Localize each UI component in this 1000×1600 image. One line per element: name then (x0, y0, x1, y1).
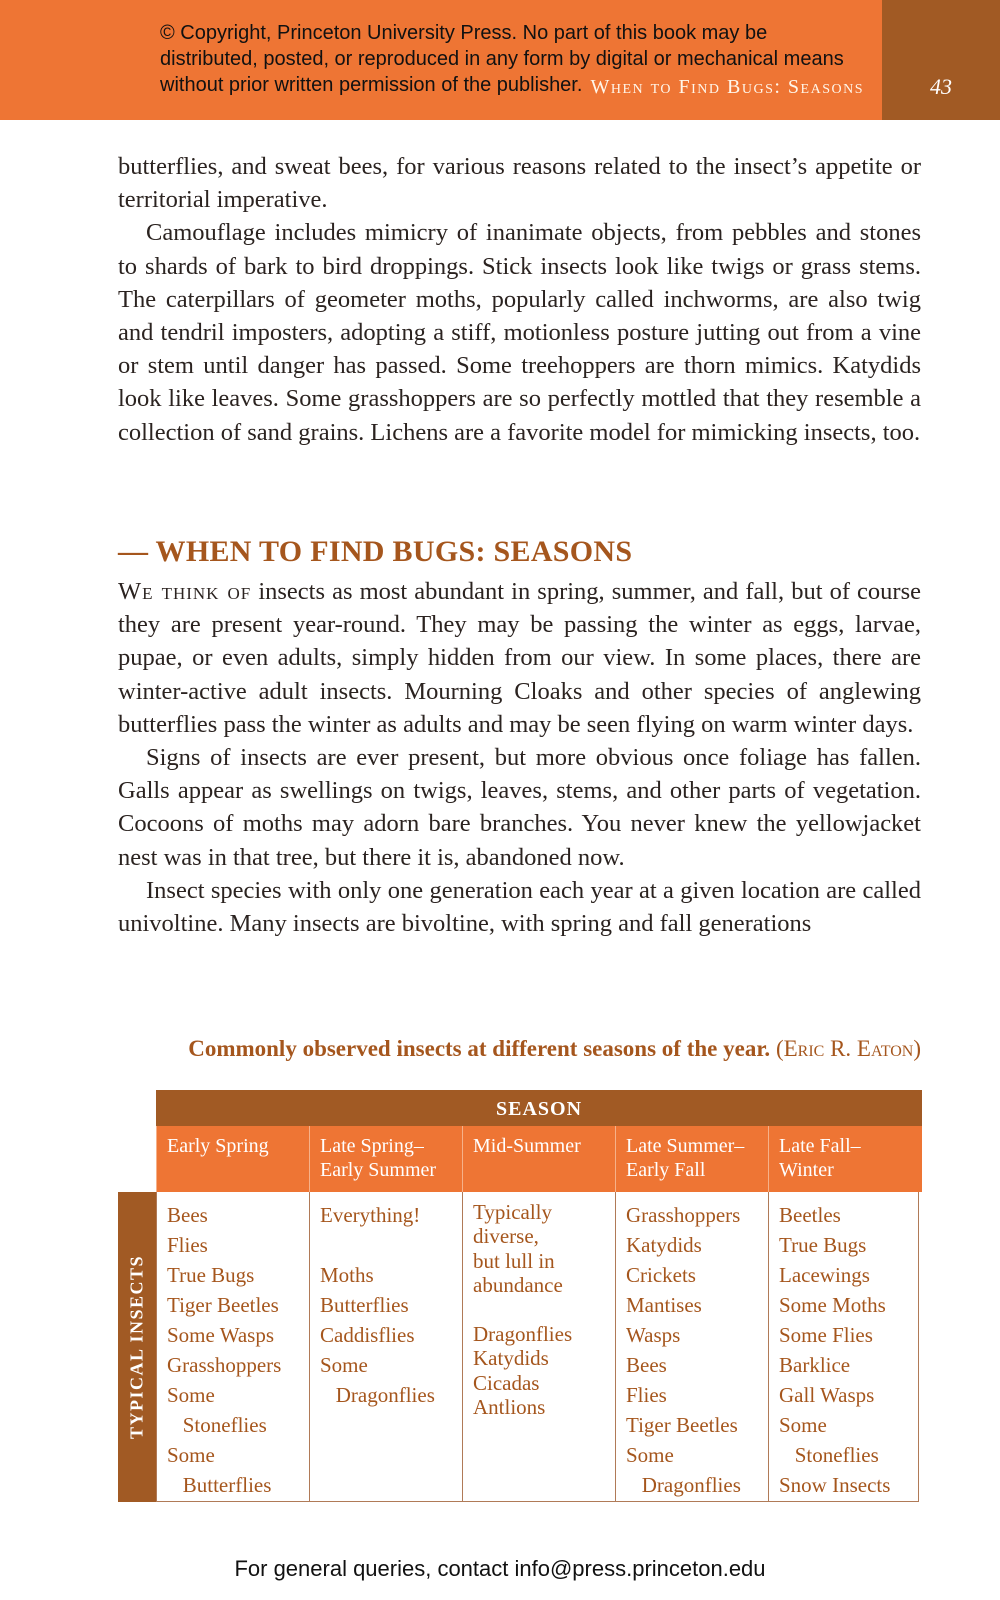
insect-item: Cicadas (473, 1370, 540, 1395)
insect-item: Gall Wasps (779, 1383, 875, 1407)
insect-item: Bees (626, 1353, 667, 1377)
insect-item: Dragonflies (626, 1473, 741, 1497)
insect-item: Some (626, 1443, 674, 1467)
insect-item: Flies (626, 1383, 667, 1407)
caption-credit: (Eric R. Eaton) (775, 1036, 921, 1061)
insect-item: but lull in (473, 1248, 555, 1273)
col-header-line: Late Spring– (320, 1135, 424, 1157)
col-header-line: Early Spring (167, 1135, 269, 1157)
row-label (118, 1192, 156, 1502)
insect-item: Beetles (779, 1203, 841, 1227)
insect-item: Moths (320, 1263, 374, 1287)
caption-text: Commonly observed insects at different seasons of the year. (188, 1036, 771, 1061)
column-late-spring (309, 1192, 462, 1502)
insect-item: Butterflies (320, 1293, 409, 1317)
insect-item: Snow Insects (779, 1473, 891, 1497)
running-head: When to Find Bugs: Seasons (590, 76, 864, 98)
col-header-early-spring (156, 1126, 309, 1192)
cell-spacer (473, 1298, 615, 1322)
figure-caption (146, 1036, 921, 1062)
insect-item: Some Flies (779, 1323, 873, 1347)
footer-contact: For general queries, contact info@press.princeton.edu (234, 1556, 766, 1581)
insect-item: Crickets (626, 1263, 696, 1287)
cell-spacer (320, 1230, 462, 1260)
insect-item: Tiger Beetles (626, 1413, 738, 1437)
body-text-top (118, 150, 921, 449)
insect-item: Some (167, 1443, 215, 1467)
body-text-seasons (118, 575, 921, 940)
insect-item: diverse, (473, 1224, 539, 1249)
insect-item: abundance (473, 1273, 563, 1298)
insect-item: Katydids (473, 1346, 549, 1371)
insect-item: Barklice (779, 1353, 851, 1377)
insect-item: Typically (473, 1200, 553, 1224)
insect-item: Caddisflies (320, 1323, 415, 1347)
paragraph-camouflage: Camouflage includes mimicry of inanimate objects, from pebbles and stones to shards of bark to bird droppings. Stick insects look like twigs or grass stems. The caterpillars of geometer moths, popularly called inchworms, are also twig and tendril imposters, adopting a stiff, motionless posture jutting out from a vine or stem until danger has passed. Some treehoppers are thorn mimics. Katydids look like leaves. Some grasshoppers are so perfectly mottled that they resemble a collection of sand grains. Lichens are a favorite model for mimicking insects, too. (118, 219, 921, 446)
row-label-text: TYPICAL INSECTS (126, 1254, 147, 1440)
page-number: 43 (930, 74, 952, 99)
insect-item: Some Moths (779, 1293, 886, 1317)
section-heading: — WHEN TO FIND BUGS: SEASONS (118, 535, 633, 568)
paragraph-seasons-3: Insect species with only one generation each year at a given location are called univoltine. Many insects are bivoltine, with spring and fall generations (118, 876, 921, 938)
page-number-box (882, 0, 1000, 120)
col-header-line: Winter (779, 1159, 834, 1181)
lead-in: We think of (118, 578, 252, 605)
insect-item: Tiger Beetles (167, 1293, 279, 1317)
col-header-line: Late Summer– (626, 1135, 745, 1157)
insect-item: Everything! (320, 1203, 421, 1227)
insect-item: Some Wasps (167, 1323, 275, 1347)
insect-item: True Bugs (779, 1233, 867, 1257)
col-header-line: Early Fall (626, 1159, 706, 1181)
paragraph-seasons-1-text: insects as most abundant in spring, summer, and fall, but of course they are present year-round. They may be passing the winter as eggs, larvae, pupae, or even adults, simply hidden from our view. In some places, there are winter-active adult insects. Mourning Cloaks and other species of anglewing butterflies pass the winter as adults and may be seen flying on warm winter days. (118, 578, 921, 738)
insect-item: Mantises (626, 1293, 702, 1317)
insect-item: Flies (167, 1233, 208, 1257)
insect-item: Some (779, 1413, 827, 1437)
insect-item: Bees (167, 1203, 208, 1227)
col-header-late-spring (309, 1126, 462, 1192)
insect-item: Dragonflies (473, 1322, 573, 1347)
insect-item: Grasshoppers (626, 1203, 741, 1227)
col-header-late-fall (768, 1126, 922, 1192)
col-header-line: Late Fall– (779, 1135, 861, 1157)
insect-item: Butterflies (167, 1473, 272, 1497)
col-header-line: Early Summer (320, 1159, 437, 1181)
insect-item: Dragonflies (320, 1383, 435, 1407)
insect-item: Lacewings (779, 1263, 870, 1287)
paragraph-continuation: butterflies, and sweat bees, for various reasons related to the insect’s appetite or territorial imperative. (118, 153, 921, 214)
column-late-summer (615, 1192, 768, 1502)
insect-item: Grasshoppers (167, 1353, 282, 1377)
copyright-notice: © Copyright, Princeton University Press. No part of this book may be distributed, posted, or reproduced in any form by digital or mechanical means without prior written permission of the publisher. (160, 22, 844, 96)
column-early-spring (156, 1192, 309, 1502)
col-header-late-summer (615, 1126, 768, 1192)
insect-item: Katydids (626, 1233, 702, 1257)
column-late-fall (768, 1192, 919, 1502)
col-header-mid-summer (462, 1126, 615, 1192)
season-header: SEASON (156, 1090, 922, 1126)
insect-item: Stoneflies (779, 1443, 879, 1467)
column-mid-summer (462, 1192, 615, 1502)
insect-item: Antlions (473, 1395, 546, 1420)
insect-item: Wasps (626, 1323, 681, 1347)
insect-item: Some (167, 1383, 215, 1407)
paragraph-seasons-2: Signs of insects are ever present, but more obvious once foliage has fallen. Galls appear as swellings on twigs, leaves, stems, and other parts of vegetation. Cocoons of moths may adorn bare branches. You never knew the yellowjacket nest was in that tree, but there it is, abandoned now. (118, 744, 921, 871)
insect-item: True Bugs (167, 1263, 255, 1287)
col-header-line: Mid-Summer (473, 1135, 581, 1157)
insect-item: Stoneflies (167, 1413, 267, 1437)
header-bar (0, 0, 1000, 120)
insect-item: Some (320, 1353, 368, 1377)
paragraph-seasons-1 (118, 575, 921, 741)
